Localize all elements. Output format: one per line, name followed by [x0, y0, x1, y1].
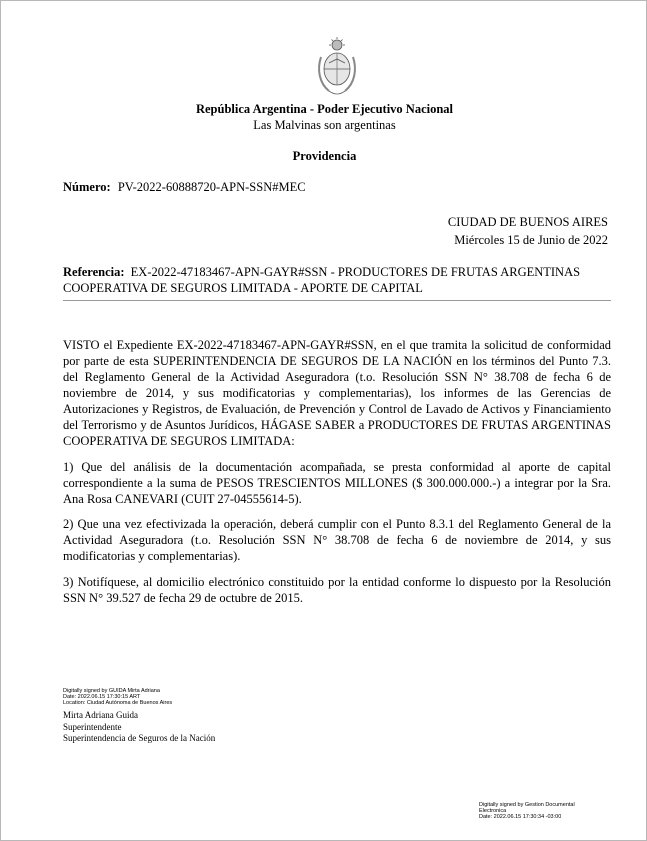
signature-location: Location: Ciudad Autónoma de Buenos Aires	[63, 700, 173, 707]
body-paragraph-2: 2) Que una vez efectivizada la operación, deberá cumplir con el Punto 8.3.1 del Reglamento General de la Actividad Aseguradora (t.o. Resolución SSN N° 38.708 de fecha 6 de noviembre de 2014, y sus modificatorias y complementarias).	[63, 517, 611, 563]
divider	[63, 300, 611, 301]
signatory-role: Superintendente	[63, 721, 122, 732]
signatory-organization: Superintendencia de Seguros de la Nación	[63, 733, 216, 743]
national-coat-of-arms-icon	[315, 35, 359, 99]
system-signed-by-cont: Electronica	[479, 808, 507, 815]
body-paragraph-3: 3) Notifíquese, al domicilio electrónico constituido por la entidad conforme lo dispuesto por la Resolución SSN N° 39.527 de fecha 29 de octubre de 2015.	[63, 575, 611, 605]
header-subtitle: Las Malvinas son argentinas	[253, 118, 396, 132]
reference	[63, 264, 583, 296]
reference-value: EX-2022-47183467-APN-GAYR#SSN - PRODUCTORES DE FRUTAS ARGENTINAS COOPERATIVA DE SEGUROS LIMITADA - APORTE DE CAPITAL	[63, 265, 581, 295]
signatory-name: Mirta Adriana Guida	[63, 710, 138, 720]
digital-signature-stamp	[63, 688, 172, 707]
reference-label: Referencia:	[63, 265, 125, 279]
document-number	[63, 180, 306, 195]
system-signature-date: Date: 2022.06.15 17:30:34 -03:00	[479, 814, 562, 821]
document-place: CIUDAD DE BUENOS AIRES	[447, 215, 608, 229]
document-number-label: Número:	[63, 180, 111, 194]
document-number-value: PV-2022-60888720-APN-SSN#MEC	[117, 180, 306, 194]
system-signature-stamp	[479, 802, 575, 821]
document-date: Miércoles 15 de Junio de 2022	[454, 233, 608, 247]
document-type: Providencia	[292, 149, 357, 163]
signature-date: Date: 2022.06.15 17:30:15 ART	[63, 694, 141, 701]
system-signed-by: Digitally signed by Gestion Documental	[479, 802, 575, 808]
signature-signed-by: Digitally signed by GUIDA Mirta Adriana	[63, 688, 160, 694]
body-paragraph-1: 1) Que del análisis de la documentación acompañada, se presta conformidad al aporte de capital correspondiente a la suma de PESOS TRESCIENTOS MILLONES ($ 300.000.000.-) a integrar por la Sra. Ana Rosa CANEVARI (CUIT 27-04555614-5).	[63, 460, 611, 506]
header-title: República Argentina - Poder Ejecutivo Nacional	[195, 102, 454, 116]
signatory-block	[63, 710, 215, 745]
body-paragraph-visto: VISTO el Expediente EX-2022-47183467-APN-GAYR#SSN, en el que tramita la solicitud de conformidad por parte de esta SUPERINTENDENCIA DE SEGUROS DE LA NACIÓN en los términos del Punto 7.3. del Reglamento General de la Actividad Aseguradora (t.o. Resolución SSN N° 38.708 de fecha 6 de noviembre de 2014, y sus modificatorias y complementarias), los informes de las Gerencias de Autorizaciones y Registros, de Evaluación, de Prevención y Control de Lavado de Activos y Financiamiento del Terrorismo y de Asuntos Jurídicos, HÁGASE SABER a PRODUCTORES DE FRUTAS ARGENTINAS COOPERATIVA DE SEGUROS LIMITADA:	[63, 338, 611, 448]
